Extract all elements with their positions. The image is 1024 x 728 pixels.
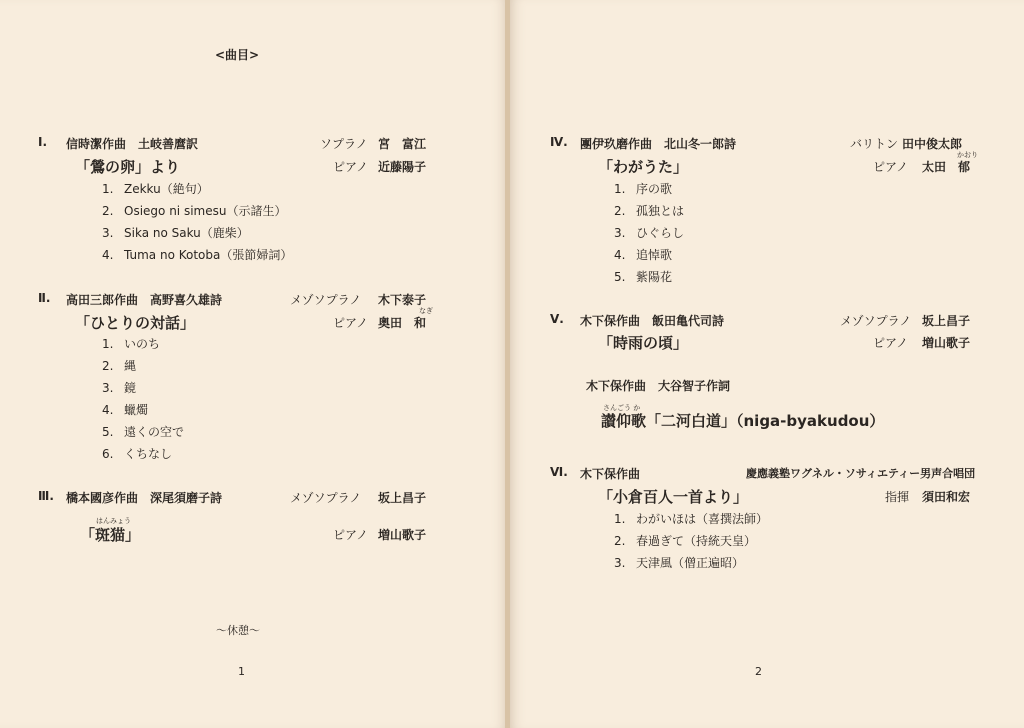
performer-name: 坂上昌子 <box>378 491 427 505</box>
list-item <box>102 401 148 418</box>
performer-name: 田中俊太郎 <box>902 137 963 151</box>
list-item <box>614 180 672 197</box>
list-item <box>614 510 768 527</box>
list-item <box>102 445 172 462</box>
composer-line: 信時潔作曲 土岐善麿訳 <box>66 137 199 151</box>
performer-role: ピアノ <box>333 528 369 542</box>
item-text: 蠟燭 <box>124 403 149 417</box>
performer-role: メゾソプラノ <box>290 293 362 307</box>
item-number: 4. <box>102 248 114 262</box>
performer-name: 近藤陽子 <box>378 160 427 174</box>
performer-role: ピアノ <box>333 316 369 330</box>
item-number: 1. <box>614 512 626 526</box>
item-number: 2. <box>614 204 626 218</box>
composer-line: 團伊玖磨作曲 北山冬一郎詩 <box>580 137 737 151</box>
list-item <box>102 202 286 219</box>
performer-role: ピアノ <box>873 160 909 174</box>
conductor-role: 指揮 <box>885 490 910 504</box>
section-numeral: Ⅰ. <box>38 135 48 149</box>
performer-role: メゾソプラノ <box>290 491 362 505</box>
performer-role: ピアノ <box>333 160 369 174</box>
list-item <box>614 246 672 263</box>
item-text: Osiego ni simesu（示諸生） <box>124 204 287 218</box>
performer-name: 奥田 和 <box>378 316 427 330</box>
piece-title: 「ひとりの対話」 <box>75 314 196 332</box>
section-numeral: Ⅵ. <box>550 465 568 479</box>
performer-name: 木下泰子 <box>378 293 427 307</box>
conductor-name: 須田和宏 <box>922 490 971 504</box>
item-number: 1. <box>614 182 626 196</box>
item-number: 2. <box>614 534 626 548</box>
right-page <box>510 0 1024 728</box>
composer-line: 木下保作曲 大谷智子作詞 <box>586 379 731 393</box>
composer-line: 橋本國彦作曲 深尾須磨子詩 <box>66 491 223 505</box>
item-text: 縄 <box>124 359 137 373</box>
list-item <box>102 423 184 440</box>
list-item <box>102 246 292 263</box>
list-item <box>614 532 756 549</box>
section-numeral: Ⅱ. <box>38 291 51 305</box>
page-number: 1 <box>238 665 245 678</box>
performer-role: ピアノ <box>873 336 909 350</box>
piece-title: 「小倉百人一首より」 <box>598 488 749 506</box>
list-item <box>102 224 249 241</box>
item-number: 4. <box>102 403 114 417</box>
performer-role: ソプラノ <box>320 137 368 151</box>
item-number: 5. <box>102 425 114 439</box>
composer-line: 木下保作曲 <box>580 467 641 481</box>
item-text: Sika no Saku（鹿柴） <box>124 226 249 240</box>
item-text: くちなし <box>124 447 173 461</box>
piece-title: 「時雨の頃」 <box>598 334 689 352</box>
furigana: かおり <box>957 151 978 159</box>
item-text: Zekku（絶句） <box>124 182 209 196</box>
chorus-name: 慶應義塾ワグネル・ソサィエティー男声合唱団 <box>746 467 976 480</box>
item-number: 2. <box>102 359 114 373</box>
performer-name: 太田 郁 <box>922 160 971 174</box>
item-number: 1. <box>102 182 114 196</box>
item-text: 孤独とは <box>636 204 685 218</box>
piece-title: 「斑猫」 <box>80 526 141 544</box>
list-item <box>614 554 744 571</box>
list-item <box>614 224 684 241</box>
piece-title: 「鶯の卵」より <box>75 158 181 176</box>
item-number: 4. <box>614 248 626 262</box>
furigana: さんごう か <box>603 404 641 412</box>
list-item <box>102 180 209 197</box>
furigana: はんみょう <box>96 517 131 525</box>
performer-role: バリトン <box>850 137 899 151</box>
list-item <box>614 268 672 285</box>
item-text: ひぐらし <box>636 226 685 240</box>
list-item <box>102 335 160 352</box>
item-text: 鏡 <box>124 381 137 395</box>
item-number: 3. <box>614 226 626 240</box>
item-number: 5. <box>614 270 626 284</box>
item-number: 3. <box>614 556 626 570</box>
performer-role: メゾソプラノ <box>840 314 912 328</box>
section-numeral: Ⅲ. <box>38 489 54 503</box>
furigana: なぎ <box>419 307 433 315</box>
section-numeral: Ⅳ. <box>550 135 568 149</box>
intermission: 〜休憩〜 <box>216 624 260 637</box>
item-number: 2. <box>102 204 114 218</box>
left-page <box>0 0 507 728</box>
item-text: 天津風（僧正遍昭） <box>636 556 745 570</box>
item-number: 1. <box>102 337 114 351</box>
item-number: 3. <box>102 381 114 395</box>
item-text: いのち <box>124 337 161 351</box>
item-text: 追悼歌 <box>636 248 673 262</box>
list-item <box>102 379 136 396</box>
section-numeral: Ⅴ. <box>550 312 564 326</box>
performer-name: 増山歌子 <box>922 336 971 350</box>
list-item <box>614 202 684 219</box>
item-text: 春過ぎて（持統天皇） <box>636 534 757 548</box>
item-text: 序の歌 <box>636 182 673 196</box>
list-item <box>102 357 136 374</box>
performer-name: 宮 富江 <box>378 137 427 151</box>
piece-title: 「わがうた」 <box>598 158 689 176</box>
performer-name: 坂上昌子 <box>922 314 971 328</box>
item-text: 遠くの空で <box>124 425 185 439</box>
item-number: 6. <box>102 447 114 461</box>
page-number: 2 <box>755 665 762 678</box>
item-text: 紫陽花 <box>636 270 673 284</box>
program-heading: <曲目> <box>215 48 260 62</box>
composer-line: 高田三郎作曲 高野喜久雄詩 <box>66 293 223 307</box>
item-text: わがいほは（喜撰法師） <box>636 512 769 526</box>
piece-title: 讃仰歌「二河白道」（niga-byakudou） <box>601 412 885 430</box>
performer-name: 増山歌子 <box>378 528 427 542</box>
item-number: 3. <box>102 226 114 240</box>
item-text: Tuma no Kotoba（張節婦詞） <box>124 248 293 262</box>
composer-line: 木下保作曲 飯田亀代司詩 <box>580 314 725 328</box>
